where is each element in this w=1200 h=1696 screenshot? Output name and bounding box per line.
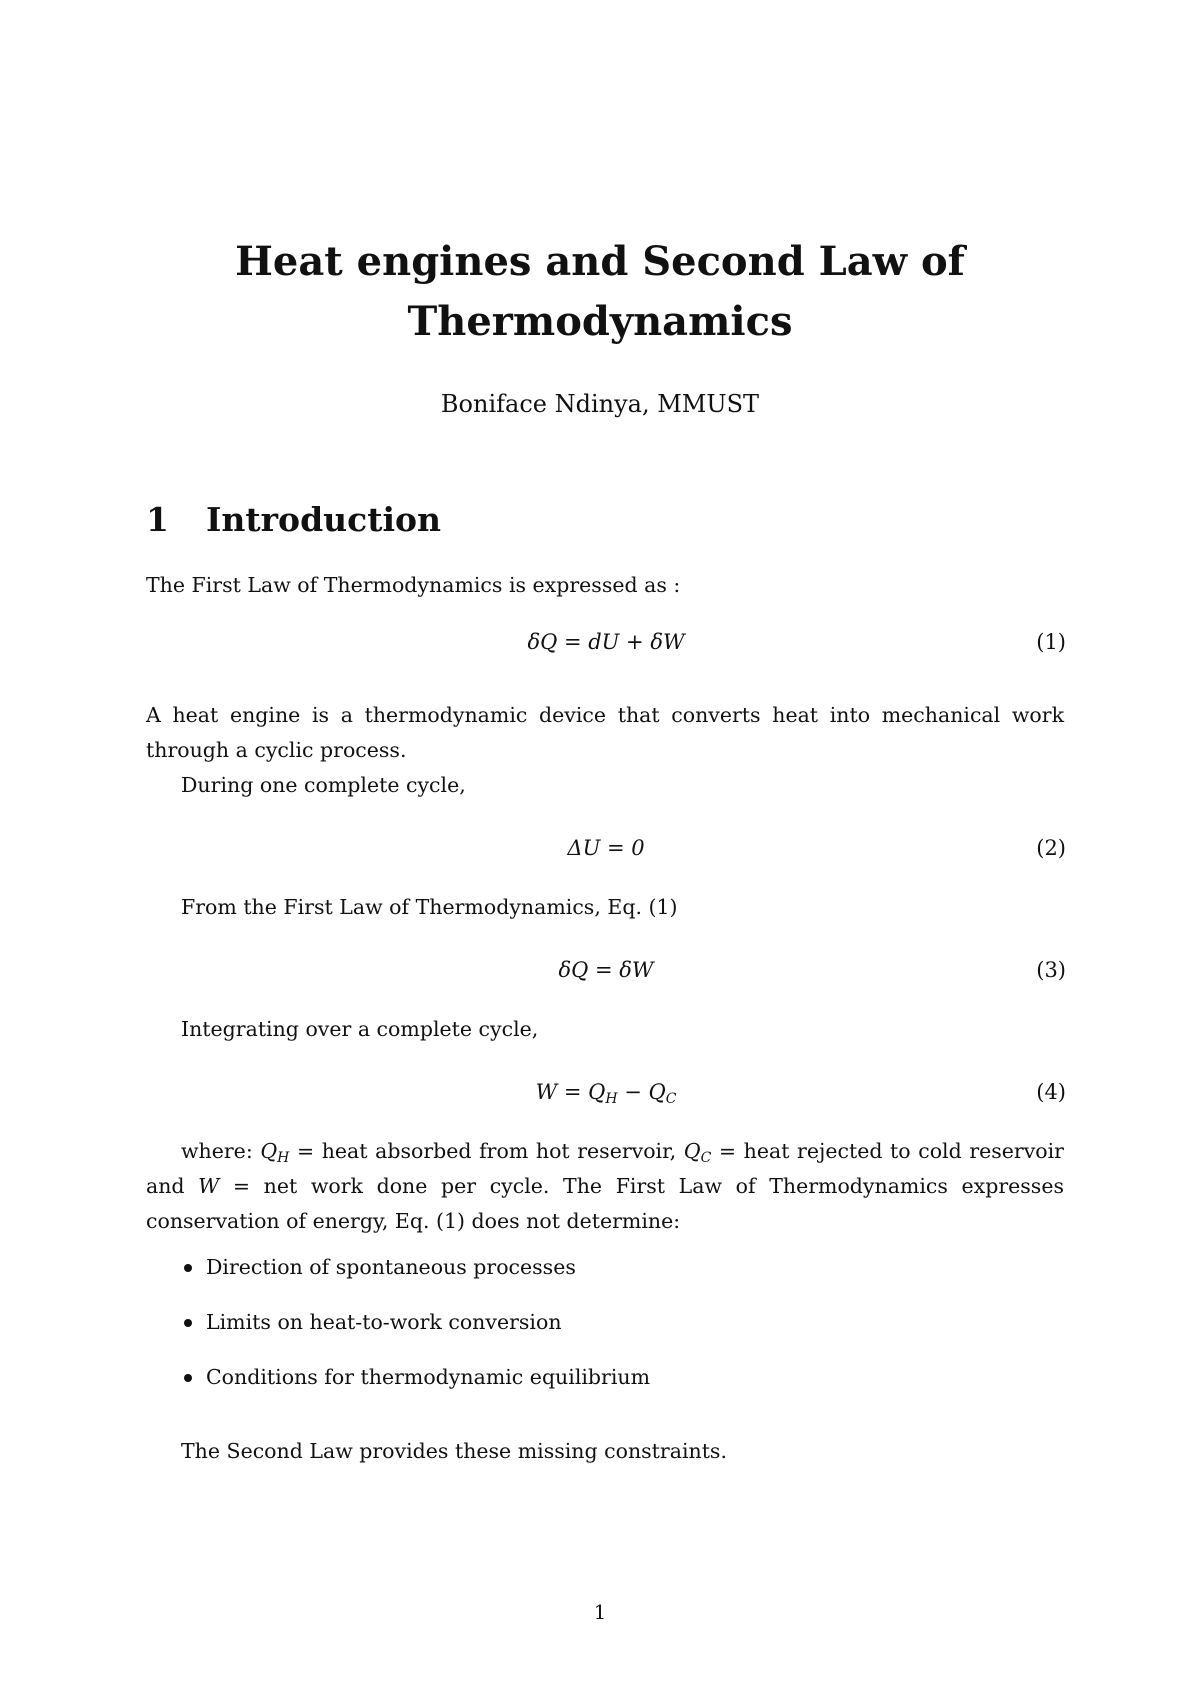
section-heading (146, 500, 441, 539)
paragraph-first-law: The First Law of Thermodynamics is expressed as : (146, 573, 681, 597)
where-text-a: where: (181, 1139, 261, 1163)
where-text-d: = net work done per cycle. The First Law of Thermodynamics expresses conservation of energy, Eq. (1) does not determine: (146, 1174, 1064, 1233)
equation-number-2: (2) (1036, 836, 1066, 860)
where-text-c: = heat rejected to cold reservoir and (146, 1139, 1064, 1198)
equation-3: δQ = δW (558, 958, 654, 982)
section-number: 1 (146, 500, 169, 539)
symbol-qh-sub: H (277, 1150, 290, 1166)
paragraph-cycle: During one complete cycle, (181, 773, 466, 797)
equation-1: δQ = dU + δW (527, 630, 685, 654)
equation-number-4: (4) (1036, 1080, 1066, 1104)
list-item: Limits on heat-to-work conversion (178, 1305, 650, 1360)
list-item: Conditions for thermodynamic equilibrium (178, 1360, 650, 1415)
symbol-qc: Q (683, 1139, 701, 1163)
page-number: 1 (593, 1600, 607, 1624)
equation-number-1: (1) (1036, 630, 1066, 654)
equation-4-sub-c: C (665, 1091, 677, 1107)
equation-4-lhs: W = Q (535, 1080, 606, 1104)
author-line: Boniface Ndinya, MMUST (440, 390, 760, 418)
paragraph-heat-engine: A heat engine is a thermodynamic device that converts heat into mechanical work through a cyclic process. (146, 703, 1064, 762)
paragraph-from-first-law: From the First Law of Thermodynamics, Eq. (1) (181, 895, 678, 919)
where-text-b: = heat absorbed from hot reservoir, (289, 1139, 684, 1163)
equation-4-minus: − Q (617, 1080, 666, 1104)
bullet-list (178, 1250, 650, 1415)
paragraph-integrating: Integrating over a complete cycle, (181, 1017, 539, 1041)
equation-2: ΔU = 0 (567, 836, 645, 860)
title-line-2: Thermodynamics (407, 298, 793, 345)
equation-number-3: (3) (1036, 958, 1066, 982)
symbol-qh: Q (260, 1139, 278, 1163)
symbol-qc-sub: C (700, 1150, 712, 1166)
equation-4-sub-h: H (605, 1091, 618, 1107)
title-line-1: Heat engines and Second Law of (235, 238, 965, 285)
paragraph-second-law: The Second Law provides these missing constraints. (181, 1439, 727, 1463)
symbol-w: W (198, 1174, 220, 1198)
equation-4 (146, 1080, 1066, 1107)
document-title (0, 232, 1200, 352)
paragraph-where (146, 1134, 1064, 1239)
list-item: Direction of spontaneous processes (178, 1250, 650, 1305)
section-title: Introduction (206, 500, 442, 539)
